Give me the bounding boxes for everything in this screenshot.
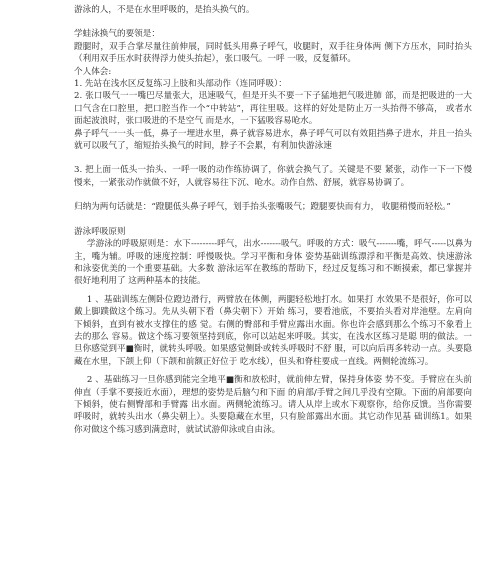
frog-summary: 归纳为两句话就是：“蹬腿低头鼻子呼气，划手抬头张嘴吸气；蹬腿要快而有力， 收腿稍慢而轻松。” [74,202,451,213]
experience-label: 个人体会: [74,66,112,77]
frog-heading: 学蛙泳换气的要领是： [74,29,160,40]
frog-item-3: 3. 把上面一低头一抬头、一呼一吸的动作练协调了，你就会换气了。关键是不要 紧张，动作一下一下慢慢来，一紧张动作就做不好，人就容易往下沉、呛水。动作自然、舒展，就容易协调了。 [74,165,472,188]
frog-body: 蹬腿时，双手合掌尽量往前伸展，同时低头用鼻子呼气，收腿时，双手往身体两 侧下方压水，同时抬头（利用双手压水时获得浮力使头抬起），张口吸气。一呼 一吸，反复循环。 [74,41,472,65]
intro-paragraph: 游泳的人，不是在水里呼吸的，是抬头换气的。 [74,5,255,15]
principle-intro: 学游泳的呼吸原则是：水下---------呼气，出水-------吸气。呼吸的方式：吸气-------嘴，呼气-----以鼻为主，嘴为辅。呼吸的速度控制：呼慢吸快。学习平衡和身体 姿势基础训练漂浮和平衡是高效、快速游泳和泳姿优美的一个重要基础。大多数 游泳运军在教练的帮助下，经过反复练习和不断摸索，都已掌握并很好地利用了 这两种基本的技能。 [74,239,472,287]
principle-section-1: 1 、基础训练左侧卧位蹬边滑行，两臂放在体侧，两腿轻松地打水。如果打 水效果不是很好，你可以戴上脚蹼做这个练习。先从头朝下看（鼻尖朝下）开始 练习，要看池底，不要抬头看对岸池壁。左肩向下倾斜，直到有被水支撑住的感 觉。右侧的臀部和手臂应露出水面。你也许会感到那么个练习不象看上去的那么 容易。做这个练习要领坚持到底，你可以站起来呼吸。其实，在浅水区练习是聪 明的做法。一旦你感觉到平■衡时，就转头呼吸。如果感觉侧卧或转头呼吸时不舒 服，可以向后再多转动一点。头要隐藏在水里，下颌上仰（下颌和前额正好位于 吃水线），但头和脊柱要成一直线。两侧轮流练习。 [74,294,472,367]
frog-item-2: 2. 张口吸气一一嘴巴尽量张大，迅速吸气，但是开头不要一下子猛地把气吸进肺 部，而是把吸进的一大口气含在口腔里，把口腔当作一个“中转站”，再往里吸。这样的好处是防止万一头抬得不够高， 或者水面起波浪时，张口吸进的不是空气 而是水，一下猛吸容易呛水。 [74,91,472,127]
principle-heading: 游泳呼吸原则 [74,226,126,237]
principle-section-2: 2 、基础练习一旦你感到能完全地平■衡和放松时，就前伸左臂，保持身体姿 势不变。手臂应在头前伸直（手掌不要接近水面），理想的姿势是后脑勺和下面 的肩部/手臂之间几乎没有空隙。下面的肩部要向下倾斜，使右侧臀部和手臂露 出水面。两侧轮流练习。请人从岸上或水下观察你，给你反馈。当你需要呼吸时，就转头出水（鼻尖朝上）。头要隐藏在水里，只有脸部露出水面。其它动作见基 础训练1。如果你对做这个练习感到满意时，就试试游仰泳或自由泳。 [74,375,472,435]
frog-item-nose: 鼻子呼气一一头一低，鼻子一埋进水里，鼻子就容易进水，鼻子呼气可以有效阻挡鼻子进水，并且一抬头就可以吸气了，缩短抬头换气的时间，脖子不会累，有利加快游泳速 [74,128,472,152]
frog-item-1: 1. 先站在浅水区反复练习上肢和头部动作（连同呼吸）： [74,79,287,90]
